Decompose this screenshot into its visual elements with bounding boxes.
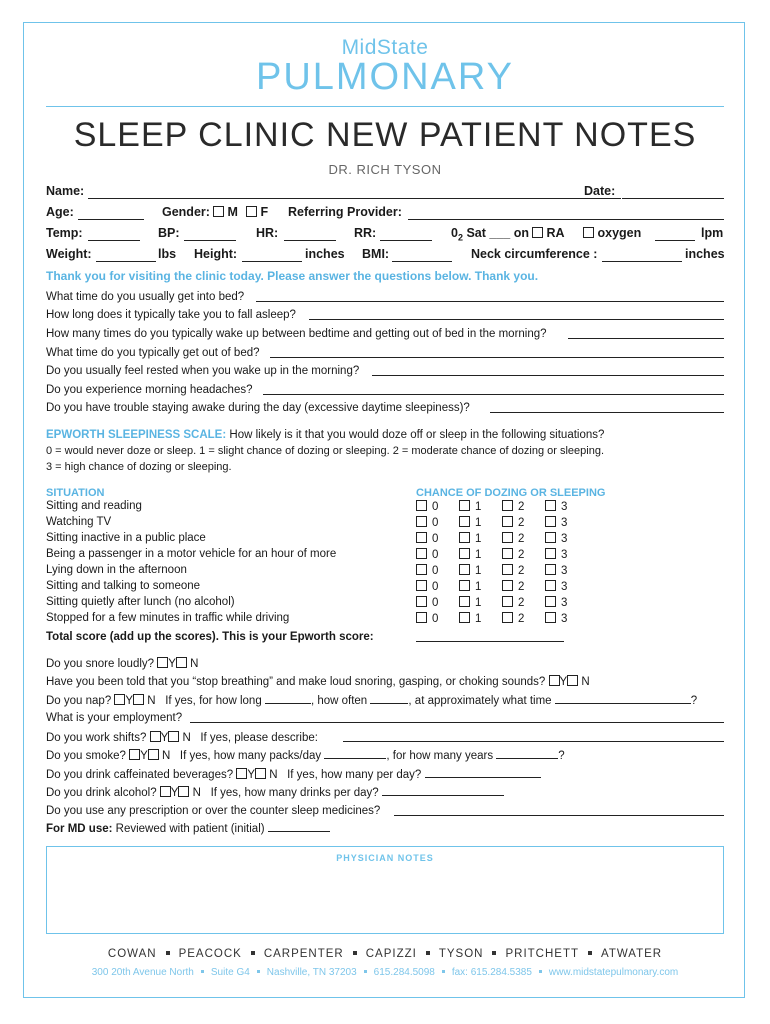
- snore-question: Do you snore loudly? Y N: [46, 658, 199, 670]
- chance-value: 2: [518, 549, 525, 561]
- years-field[interactable]: [496, 758, 558, 759]
- chance-option-0[interactable]: [416, 564, 438, 577]
- brand-top: MidState: [341, 36, 429, 59]
- chance-value: 0: [432, 501, 439, 513]
- physician-name: CARPENTER: [263, 948, 344, 960]
- intro-text: Thank you for visiting the clinic today. Please answer the questions below. Thank you.: [46, 269, 539, 283]
- chance-checkbox[interactable]: [416, 564, 427, 575]
- chance-checkbox[interactable]: [416, 548, 427, 559]
- temp-label: Temp:: [46, 226, 83, 240]
- name-row: [46, 184, 724, 202]
- answer-bed-time[interactable]: [256, 289, 724, 302]
- chance-checkbox[interactable]: [416, 612, 427, 623]
- employment-question: What is your employment?: [46, 712, 183, 724]
- physician-name: ATWATER: [601, 948, 663, 960]
- shifts-no-checkbox[interactable]: [168, 731, 179, 742]
- chance-option-3[interactable]: [545, 500, 567, 513]
- answer-fall-asleep[interactable]: [309, 307, 724, 320]
- chance-checkbox[interactable]: [502, 532, 513, 543]
- snore-yes-checkbox[interactable]: [157, 657, 168, 668]
- chance-value: 3: [561, 581, 568, 593]
- nap-no-checkbox[interactable]: [133, 694, 144, 705]
- chance-option-0[interactable]: [416, 612, 438, 625]
- male-checkbox[interactable]: [213, 206, 224, 217]
- separator-dot: [442, 970, 445, 973]
- hr-label: HR:: [256, 226, 279, 240]
- chance-option-3[interactable]: [545, 580, 567, 593]
- page-title: SLEEP CLINIC NEW PATIENT NOTES: [73, 116, 697, 154]
- chance-value: 0: [432, 533, 439, 545]
- situation-header: SITUATION: [46, 487, 105, 499]
- nap-length-field[interactable]: [265, 703, 311, 704]
- separator-dot: [201, 970, 204, 973]
- chance-checkbox[interactable]: [545, 516, 556, 527]
- alcohol-yes-checkbox[interactable]: [160, 786, 171, 797]
- question-fall-asleep: How long does it typically take you to fall asleep?: [46, 309, 296, 321]
- answer-headaches[interactable]: [263, 382, 724, 395]
- nap-question: Do you nap? Y N If yes, for how long , how often , at approximately what time ?: [46, 695, 698, 707]
- alcohol-amount-field[interactable]: [382, 795, 504, 796]
- chance-value: 1: [475, 581, 482, 593]
- chance-value: 1: [475, 597, 482, 609]
- caffeine-yes-checkbox[interactable]: [236, 768, 247, 779]
- chance-value: 1: [475, 549, 482, 561]
- referring-field[interactable]: [408, 205, 724, 220]
- chance-option-2[interactable]: [502, 516, 524, 529]
- situation-item: Sitting and reading: [46, 500, 142, 512]
- chance-value: 3: [561, 533, 568, 545]
- inches2-label: inches: [685, 247, 725, 261]
- caffeine-no-checkbox[interactable]: [255, 768, 266, 779]
- chance-checkbox[interactable]: [545, 500, 556, 511]
- shifts-yes-checkbox[interactable]: [150, 731, 161, 742]
- chance-option-2[interactable]: [502, 548, 524, 561]
- o2-sat-label: $0_2$ Sat ___ on: [451, 226, 529, 243]
- chance-option-1[interactable]: [459, 532, 481, 545]
- contact-item: Nashville, TN 37203: [266, 967, 357, 978]
- nap-time-field[interactable]: [555, 703, 691, 704]
- alcohol-question: Do you drink alcohol? Y N If yes, how many drinks per day?: [46, 786, 504, 799]
- chance-option-3[interactable]: [545, 532, 567, 545]
- alcohol-no-checkbox[interactable]: [178, 786, 189, 797]
- date-label: Date:: [584, 184, 616, 198]
- temp-field[interactable]: [88, 226, 140, 241]
- chance-option-3[interactable]: [545, 564, 567, 577]
- separator-dot: [251, 951, 255, 955]
- chance-option-0[interactable]: [416, 532, 438, 545]
- packs-field[interactable]: [324, 758, 386, 759]
- chance-option-1[interactable]: [459, 564, 481, 577]
- md-use-line: For MD use: Reviewed with patient (initial): [46, 823, 330, 835]
- medicines-question: Do you use any prescription or over the counter sleep medicines?: [46, 805, 381, 817]
- chance-checkbox[interactable]: [502, 516, 513, 527]
- chance-checkbox[interactable]: [416, 580, 427, 591]
- stop-no-checkbox[interactable]: [567, 675, 578, 686]
- question-get-up: What time do you typically get out of bed?: [46, 347, 260, 359]
- chance-option-2[interactable]: [502, 612, 524, 625]
- rr-field[interactable]: [380, 226, 432, 241]
- chance-option-1[interactable]: [459, 516, 481, 529]
- md-initial-field[interactable]: [268, 831, 330, 832]
- chance-option-0[interactable]: [416, 596, 438, 609]
- epworth-scale-line1: 0 = would never doze or sleep. 1 = slight chance of dozing or sleeping. 2 = moderate chance of dozing or sleeping.: [46, 445, 604, 457]
- situation-item: Sitting inactive in a public place: [46, 532, 206, 544]
- chance-value: 1: [475, 565, 482, 577]
- chance-value: 3: [561, 549, 568, 561]
- contact-info: [0, 967, 770, 978]
- oxygen-field[interactable]: [655, 226, 695, 241]
- chance-option-2[interactable]: [502, 564, 524, 577]
- contact-item[interactable]: www.midstatepulmonary.com: [548, 967, 679, 978]
- hr-field[interactable]: [284, 226, 336, 241]
- chance-value: 3: [561, 597, 568, 609]
- chance-value: 0: [432, 581, 439, 593]
- caffeine-amount-field[interactable]: [425, 777, 541, 778]
- chance-option-0[interactable]: [416, 548, 438, 561]
- weight-label: Weight:: [46, 247, 92, 261]
- chance-value: 2: [518, 533, 525, 545]
- chance-option-2[interactable]: [502, 532, 524, 545]
- ra-option[interactable]: RA: [532, 226, 565, 240]
- answer-get-up[interactable]: [270, 345, 724, 358]
- stop-breathing-question: Have you been told that you “stop breathing” and make loud snoring, gasping, or choking sounds? Y N: [46, 676, 590, 688]
- chance-value: 0: [432, 613, 439, 625]
- stop-yes-checkbox[interactable]: [549, 675, 560, 686]
- situation-item: Sitting quietly after lunch (no alcohol): [46, 596, 235, 608]
- question-bed-time: What time do you usually get into bed?: [46, 291, 245, 303]
- chance-checkbox[interactable]: [459, 516, 470, 527]
- physician-name: PEACOCK: [178, 948, 242, 960]
- chance-option-1[interactable]: [459, 596, 481, 609]
- chance-value: 0: [432, 597, 439, 609]
- chance-checkbox[interactable]: [459, 596, 470, 607]
- chance-checkbox[interactable]: [502, 564, 513, 575]
- chance-checkbox[interactable]: [545, 564, 556, 575]
- lpm-label: lpm: [701, 226, 724, 240]
- chance-checkbox[interactable]: [545, 532, 556, 543]
- separator-dot: [257, 970, 260, 973]
- situation-item: Stopped for a few minutes in traffic while driving: [46, 612, 290, 624]
- physician-notes-box[interactable]: [46, 846, 724, 934]
- chance-option-1[interactable]: [459, 612, 481, 625]
- chance-option-2[interactable]: [502, 500, 524, 513]
- chance-option-2[interactable]: [502, 580, 524, 593]
- chance-option-0[interactable]: [416, 516, 438, 529]
- chance-value: 2: [518, 565, 525, 577]
- question-headaches: Do you experience morning headaches?: [46, 384, 253, 396]
- shifts-question: Do you work shifts? Y N If yes, please describe:: [46, 732, 318, 744]
- smoke-no-checkbox[interactable]: [148, 749, 159, 760]
- physician-name: COWAN: [107, 948, 157, 960]
- chance-header: CHANCE OF DOZING OR SLEEPING: [416, 487, 606, 499]
- separator-dot: [539, 970, 542, 973]
- contact-item: fax: 615.284.5385: [451, 967, 532, 978]
- vitals-row: [46, 226, 724, 244]
- chance-checkbox[interactable]: [502, 580, 513, 591]
- chance-checkbox[interactable]: [459, 564, 470, 575]
- question-wake-ups: How many times do you typically wake up between bedtime and getting out of bed in the morning?: [46, 328, 547, 340]
- chance-checkbox[interactable]: [502, 548, 513, 559]
- measures-row: [46, 247, 724, 265]
- chance-checkbox[interactable]: [502, 500, 513, 511]
- neck-field[interactable]: [602, 247, 682, 262]
- physician-names: [0, 948, 770, 960]
- chance-checkbox[interactable]: [502, 612, 513, 623]
- neck-label: Neck circumference :: [471, 247, 598, 261]
- chance-value: 1: [475, 517, 482, 529]
- age-row: [46, 205, 724, 223]
- chance-checkbox[interactable]: [416, 532, 427, 543]
- oxygen-option[interactable]: oxygen: [583, 226, 641, 240]
- chance-checkbox[interactable]: [459, 612, 470, 623]
- chance-option-3[interactable]: [545, 596, 567, 609]
- question-rested: Do you usually feel rested when you wake up in the morning?: [46, 365, 360, 377]
- smoke-question: Do you smoke? Y N If yes, how many packs/day , for how many years ?: [46, 750, 565, 762]
- separator-dot: [166, 951, 170, 955]
- physician-notes-label: PHYSICIAN NOTES: [336, 853, 434, 863]
- chance-option-0[interactable]: [416, 500, 438, 513]
- epworth-intro: EPWORTH SLEEPINESS SCALE: How likely is it that you would doze off or sleep in the following situations?: [46, 429, 605, 441]
- chance-checkbox[interactable]: [459, 580, 470, 591]
- separator-dot: [426, 951, 430, 955]
- bp-label: BP:: [158, 226, 180, 240]
- epworth-total-label: Total score (add up the scores). This is your Epworth score:: [46, 631, 374, 643]
- height-field[interactable]: [242, 247, 302, 262]
- separator-dot: [353, 951, 357, 955]
- answer-daytime-sleepiness[interactable]: [490, 400, 724, 413]
- weight-field[interactable]: [96, 247, 156, 262]
- chance-checkbox[interactable]: [416, 500, 427, 511]
- physician-name: PRITCHETT: [505, 948, 579, 960]
- chance-option-0[interactable]: [416, 580, 438, 593]
- age-field[interactable]: [78, 205, 144, 220]
- answer-wake-ups[interactable]: [568, 326, 724, 339]
- chance-option-3[interactable]: [545, 516, 567, 529]
- medicines-field[interactable]: [394, 803, 724, 816]
- chance-checkbox[interactable]: [459, 548, 470, 559]
- chance-value: 2: [518, 517, 525, 529]
- chance-value: 2: [518, 613, 525, 625]
- epworth-scale-line2: 3 = high chance of dozing or sleeping.: [46, 461, 232, 473]
- chance-value: 3: [561, 517, 568, 529]
- gender-female-option[interactable]: F: [246, 205, 268, 219]
- oxygen-checkbox[interactable]: [583, 227, 594, 238]
- chance-checkbox[interactable]: [545, 548, 556, 559]
- contact-item: 300 20th Avenue North: [91, 967, 194, 978]
- chance-value: 1: [475, 501, 482, 513]
- chance-value: 2: [518, 597, 525, 609]
- chance-checkbox[interactable]: [459, 532, 470, 543]
- chance-checkbox[interactable]: [502, 596, 513, 607]
- chance-option-1[interactable]: [459, 580, 481, 593]
- date-field[interactable]: [622, 184, 724, 199]
- header-divider: [46, 106, 724, 107]
- chance-checkbox[interactable]: [459, 500, 470, 511]
- doctor-name: DR. RICH TYSON: [328, 162, 442, 177]
- physician-name: CAPIZZI: [365, 948, 417, 960]
- chance-value: 0: [432, 565, 439, 577]
- question-daytime-sleepiness: Do you have trouble staying awake during the day (excessive daytime sleepiness)?: [46, 402, 470, 414]
- chance-option-1[interactable]: [459, 500, 481, 513]
- lbs-label: lbs: [158, 247, 177, 261]
- nap-frequency-field[interactable]: [370, 703, 408, 704]
- physician-name: TYSON: [438, 948, 484, 960]
- referring-label: Referring Provider:: [288, 205, 402, 219]
- situation-item: Sitting and talking to someone: [46, 580, 201, 592]
- separator-dot: [364, 970, 367, 973]
- age-label: Age:: [46, 205, 74, 219]
- bmi-label: BMI:: [362, 247, 390, 261]
- separator-dot: [492, 951, 496, 955]
- chance-checkbox[interactable]: [545, 596, 556, 607]
- situation-item: Lying down in the afternoon: [46, 564, 187, 576]
- snore-no-checkbox[interactable]: [176, 657, 187, 668]
- chance-option-2[interactable]: [502, 596, 524, 609]
- smoke-yes-checkbox[interactable]: [129, 749, 140, 760]
- chance-value: 1: [475, 533, 482, 545]
- epworth-total-field[interactable]: [416, 629, 564, 642]
- chance-value: 3: [561, 565, 568, 577]
- chance-value: 0: [432, 549, 439, 561]
- name-label: Name:: [46, 184, 85, 198]
- chance-checkbox[interactable]: [545, 612, 556, 623]
- inches-label: inches: [305, 247, 345, 261]
- female-checkbox[interactable]: [246, 206, 257, 217]
- chance-option-3[interactable]: [545, 612, 567, 625]
- ra-checkbox[interactable]: [532, 227, 543, 238]
- answer-rested[interactable]: [372, 363, 724, 376]
- brand-logo: PULMONARY: [255, 56, 515, 98]
- rr-label: RR:: [354, 226, 377, 240]
- shifts-description-field[interactable]: [343, 729, 724, 742]
- nap-yes-checkbox[interactable]: [114, 694, 125, 705]
- bp-field[interactable]: [184, 226, 236, 241]
- gender-label: Gender:: [162, 205, 210, 219]
- gender-male-option[interactable]: M: [213, 205, 238, 219]
- employment-field[interactable]: [190, 710, 724, 723]
- situation-item: Being a passenger in a motor vehicle for an hour of more: [46, 548, 337, 560]
- height-label: Height:: [194, 247, 238, 261]
- chance-value: 1: [475, 613, 482, 625]
- chance-checkbox[interactable]: [545, 580, 556, 591]
- chance-checkbox[interactable]: [416, 596, 427, 607]
- name-field[interactable]: [88, 184, 621, 199]
- situation-item: Watching TV: [46, 516, 112, 528]
- chance-value: 2: [518, 581, 525, 593]
- contact-item: 615.284.5098: [373, 967, 435, 978]
- chance-checkbox[interactable]: [416, 516, 427, 527]
- chance-value: 3: [561, 501, 568, 513]
- chance-value: 2: [518, 501, 525, 513]
- chance-value: 0: [432, 517, 439, 529]
- chance-option-1[interactable]: [459, 548, 481, 561]
- bmi-field[interactable]: [392, 247, 452, 262]
- chance-value: 3: [561, 613, 568, 625]
- chance-option-3[interactable]: [545, 548, 567, 561]
- caffeine-question: Do you drink caffeinated beverages? Y N If yes, how many per day?: [46, 768, 541, 781]
- separator-dot: [588, 951, 592, 955]
- contact-item: Suite G4: [210, 967, 250, 978]
